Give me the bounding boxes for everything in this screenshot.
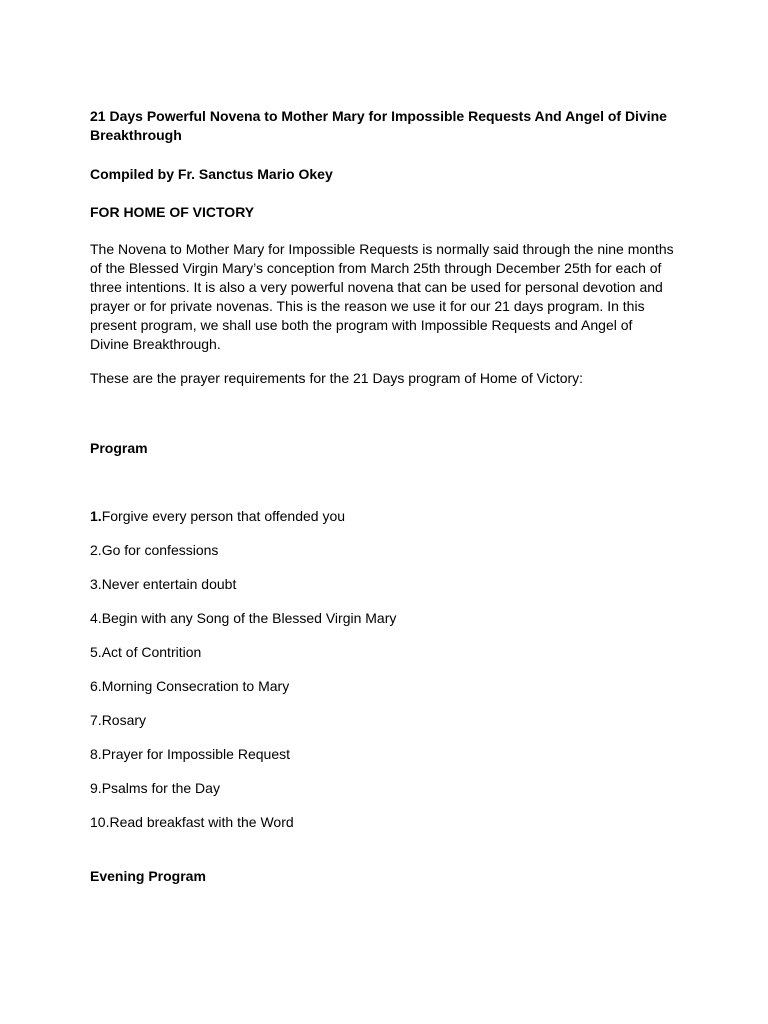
list-item-text: Act of Contrition (101, 644, 202, 660)
program-list (90, 507, 675, 832)
list-item-text: Prayer for Impossible Request (101, 746, 290, 762)
list-item-number: 4. (90, 610, 102, 626)
list-item-number: 8. (90, 746, 102, 762)
list-item-text: Rosary (101, 712, 147, 728)
list-item (90, 575, 675, 594)
program-heading: Program (90, 440, 148, 456)
list-item-number: 1. (90, 508, 102, 524)
list-item (90, 507, 675, 526)
compiled-by-line: Compiled by Fr. Sanctus Mario Okey (90, 166, 333, 182)
list-item-text: Read breakfast with the Word (109, 814, 294, 830)
list-item (90, 643, 675, 662)
list-item (90, 677, 675, 696)
list-item-text: Forgive every person that offended you (101, 508, 346, 524)
list-item-number: 3. (90, 576, 102, 592)
requirements-line: These are the prayer requirements for the 21 Days program of Home of Victory: (90, 370, 584, 386)
list-item (90, 609, 675, 628)
list-item (90, 779, 675, 798)
evening-program-heading: Evening Program (90, 868, 206, 884)
list-item (90, 813, 675, 832)
document-body (90, 107, 675, 886)
document-title: 21 Days Powerful Novena to Mother Mary for Impossible Requests And Angel of Divine Breakthrough (90, 108, 667, 143)
list-item-text: Begin with any Song of the Blessed Virgin Mary (101, 610, 397, 626)
list-item (90, 541, 675, 560)
list-item (90, 711, 675, 730)
intro-paragraph: The Novena to Mother Mary for Impossible Requests is normally said through the nine months of the Blessed Virgin Mary’s conception from March 25th through December 25th for each of three intentions. It is also a very powerful novena that can be used for personal devotion and prayer or for private novenas. This is the reason we use it for our 21 days program. In this present program, we shall use both the program with Impossible Requests and Angel of Divine Breakthrough. (90, 241, 674, 352)
list-item-number: 6. (90, 678, 102, 694)
list-item-number: 5. (90, 644, 102, 660)
list-item-text: Psalms for the Day (101, 780, 220, 796)
list-item-text: Go for confessions (101, 542, 219, 558)
list-item (90, 745, 675, 764)
for-home-of-victory-line: FOR HOME OF VICTORY (90, 204, 255, 220)
list-item-number: 9. (90, 780, 102, 796)
list-item-number: 7. (90, 712, 102, 728)
list-item-number: 10. (90, 814, 110, 830)
list-item-number: 2. (90, 542, 102, 558)
list-item-text: Never entertain doubt (101, 576, 237, 592)
list-item-text: Morning Consecration to Mary (101, 678, 290, 694)
